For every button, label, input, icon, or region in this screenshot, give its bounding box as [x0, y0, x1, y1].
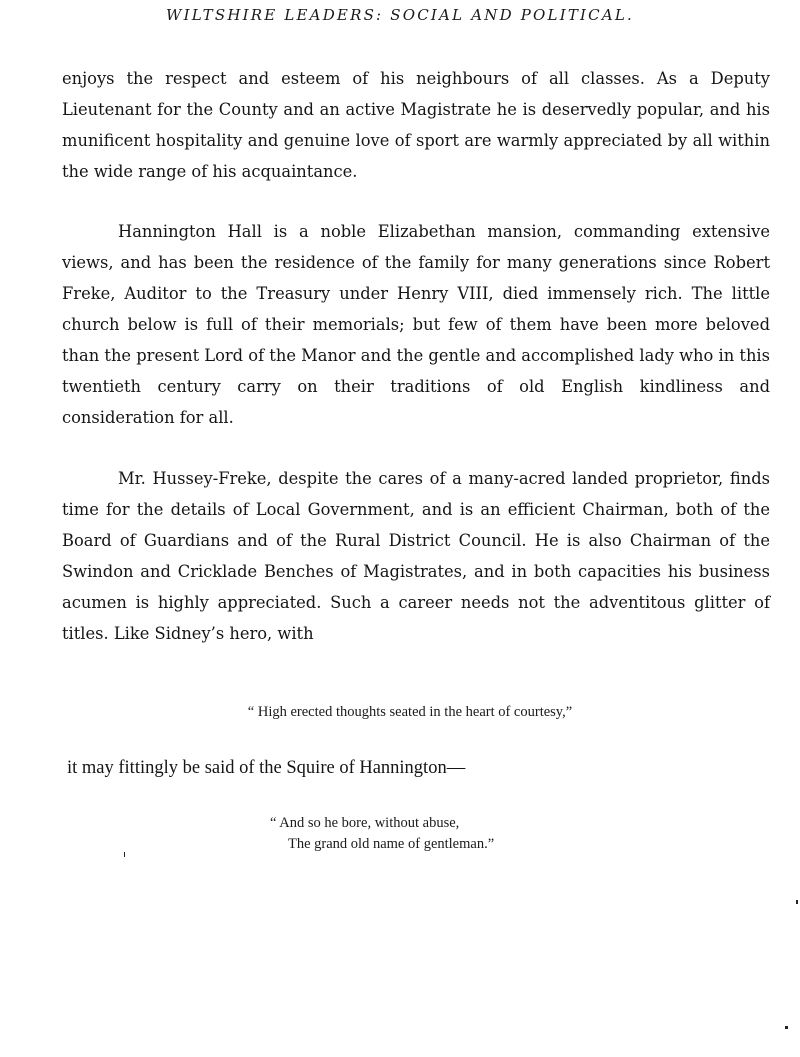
paragraph-2: Hannington Hall is a noble Elizabethan mansion, commanding extensive views, and has been the residence of the family for many generations since Robert Freke, Auditor to the Treasury under Henry VIII, died immensely rich. The little church below is full of their memorials; but few of them have been more beloved than the present Lord of the Manor and the gentle and accomplished lady who in this twentieth century carry on their traditions of old English kindliness and consideration for all.: [62, 222, 770, 427]
verse-quote: [270, 813, 494, 855]
verse-line-2: The grand old name of gentleman.”: [288, 836, 495, 852]
scan-speck: [785, 1026, 788, 1029]
paragraph-1: enjoys the respect and esteem of his neighbours of all classes. As a Deputy Lieutenant for the County and an active Magistrate he is deservedly popular, and his munificent hospitality and genuine love of sport are warmly appreciated by all within the wide range of his acquaintance.: [62, 69, 770, 181]
scan-speck: [124, 852, 125, 857]
running-header: WILTSHIRE LEADERS: SOCIAL AND POLITICAL.: [165, 6, 635, 24]
paragraph-3: Mr. Hussey-Freke, despite the cares of a many-acred landed proprietor, finds time for the details of Local Government, and is an efficient Chairman, both of the Board of Guardians and of the Rural District Council. He is also Chairman of the Swindon and Cricklade Benches of Magistrates, and in both capacities his business acumen is highly appreciated. Such a career needs not the adventitous glitter of titles. Like Sidney’s hero, with: [62, 469, 770, 643]
verse-line-1: “ And so he bore, without abuse,: [270, 815, 460, 831]
lead-in-sentence: it may fittingly be said of the Squire of Hannington—: [67, 758, 466, 778]
scan-speck: [796, 900, 798, 904]
block-quote-sidney: “ High erected thoughts seated in the heart of courtesy,”: [247, 704, 573, 720]
